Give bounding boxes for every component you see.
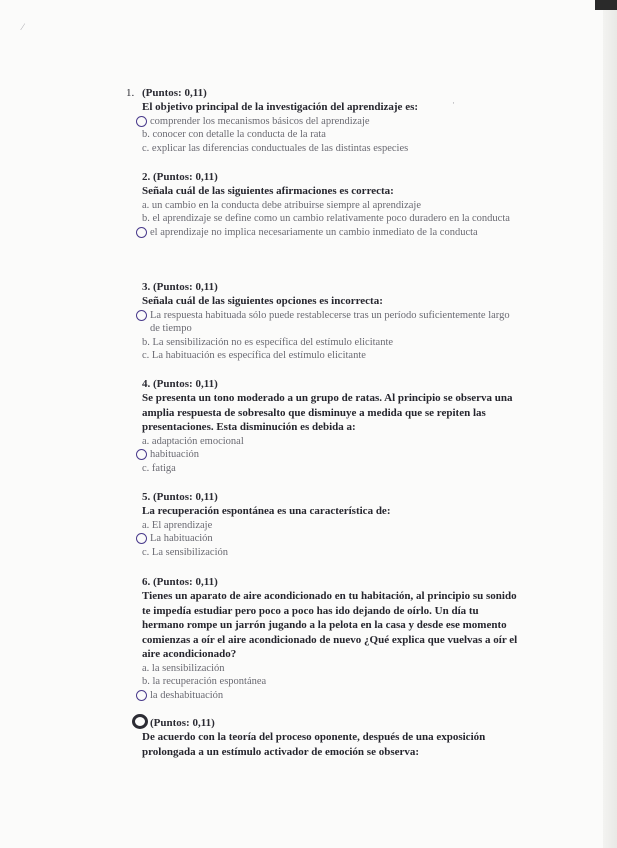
question-1 [126, 86, 522, 155]
answer-option: b. el aprendizaje se define como un cambio relativamente poco duradero en la conducta [142, 213, 510, 224]
question-2 [142, 170, 522, 239]
answer-option: a. El aprendizaje [142, 519, 213, 531]
question-stem: El objetivo principal de la investigación del aprendizaje es: [142, 101, 419, 113]
answer-option: a. un cambio en la conducta debe atribuirse siempre al aprendizaje [142, 199, 421, 211]
question-6 [142, 575, 522, 702]
question-7 [142, 716, 522, 759]
page-edge-shadow [603, 0, 617, 848]
question-stem: Se presenta un tono moderado a un grupo de ratas. Al principio se observa una amplia respuesta de sobresalto que disminuye a medida que se repiten las presentaciones. Esta disminución es debida a: [142, 392, 513, 433]
circled-answer-mark [136, 449, 147, 460]
circled-answer-mark [136, 227, 147, 238]
scan-corner-mark [595, 0, 617, 10]
circled-answer-mark [136, 533, 147, 544]
circled-answer-mark [136, 690, 147, 701]
answer-option: c. La sensibilización [142, 546, 229, 558]
answer-option: a. la sensibilización [142, 662, 225, 674]
question-header: (Puntos: 0,11) [142, 716, 522, 730]
answer-option: La respuesta habituada sólo puede restablecerse tras un período suficientemente largo de tiempo [142, 309, 522, 336]
answer-option: c. explicar las diferencias conductuales de las distintas especies [142, 142, 409, 154]
question-3 [142, 280, 522, 363]
scan-speck: · [452, 98, 455, 108]
answer-option: habituación [142, 448, 522, 462]
answer-option: c. La habituación es específica del estímulo elicitante [142, 350, 366, 361]
answer-option: a. adaptación emocional [142, 435, 244, 447]
answer-option: b. la recuperación espontánea [142, 676, 267, 687]
question-number: 1. [126, 87, 135, 99]
question-stem: Señala cuál de las siguientes afirmaciones es correcta: [142, 185, 394, 197]
question-stem: La recuperación espontánea es una característica de: [142, 505, 391, 517]
question-header: 6. (Puntos: 0,11) [142, 576, 218, 588]
question-4 [142, 377, 522, 475]
circled-number-mark [132, 714, 148, 729]
answer-option: La habituación [142, 532, 522, 546]
answer-option: b. La sensibilización no es específica del estímulo elicitante [142, 336, 394, 348]
question-header: 1. (Puntos: 0,11) [126, 87, 207, 99]
answer-option: comprender los mecanismos básicos del aprendizaje [142, 115, 522, 129]
answer-option: el aprendizaje no implica necesariamente un cambio inmediato de la conducta [142, 226, 522, 240]
question-header: 4. (Puntos: 0,11) [142, 378, 218, 390]
scan-speck: ⁄ [22, 22, 24, 32]
question-stem: De acuerdo con la teoría del proceso oponente, después de una exposición prolongada a un estímulo activador de emoción se observa: [142, 731, 486, 758]
answer-option: c. fatiga [142, 462, 176, 474]
question-stem: Tienes un aparato de aire acondicionado en tu habitación, al principio su sonido te impedía estudiar pero poco a poco has ido dejando de oírlo. Un día tu hermano rompe un jarrón jugando a la pelota en la casa y desde ese momento comienzas a oír el aire acondicionado de nuevo ¿Qué explica que vuelvas a oír el aire acondicionado? [142, 590, 518, 660]
circled-answer-mark [136, 310, 147, 321]
circled-answer-mark [136, 116, 147, 127]
question-stem: Señala cuál de las siguientes opciones es incorrecta: [142, 295, 383, 307]
question-header: 3. (Puntos: 0,11) [142, 281, 218, 293]
answer-option: la deshabituación [142, 689, 522, 703]
question-header: 5. (Puntos: 0,11) [142, 491, 218, 503]
answer-option: b. conocer con detalle la conducta de la rata [142, 129, 326, 140]
question-header: 2. (Puntos: 0,11) [142, 171, 218, 183]
question-5 [142, 490, 522, 559]
